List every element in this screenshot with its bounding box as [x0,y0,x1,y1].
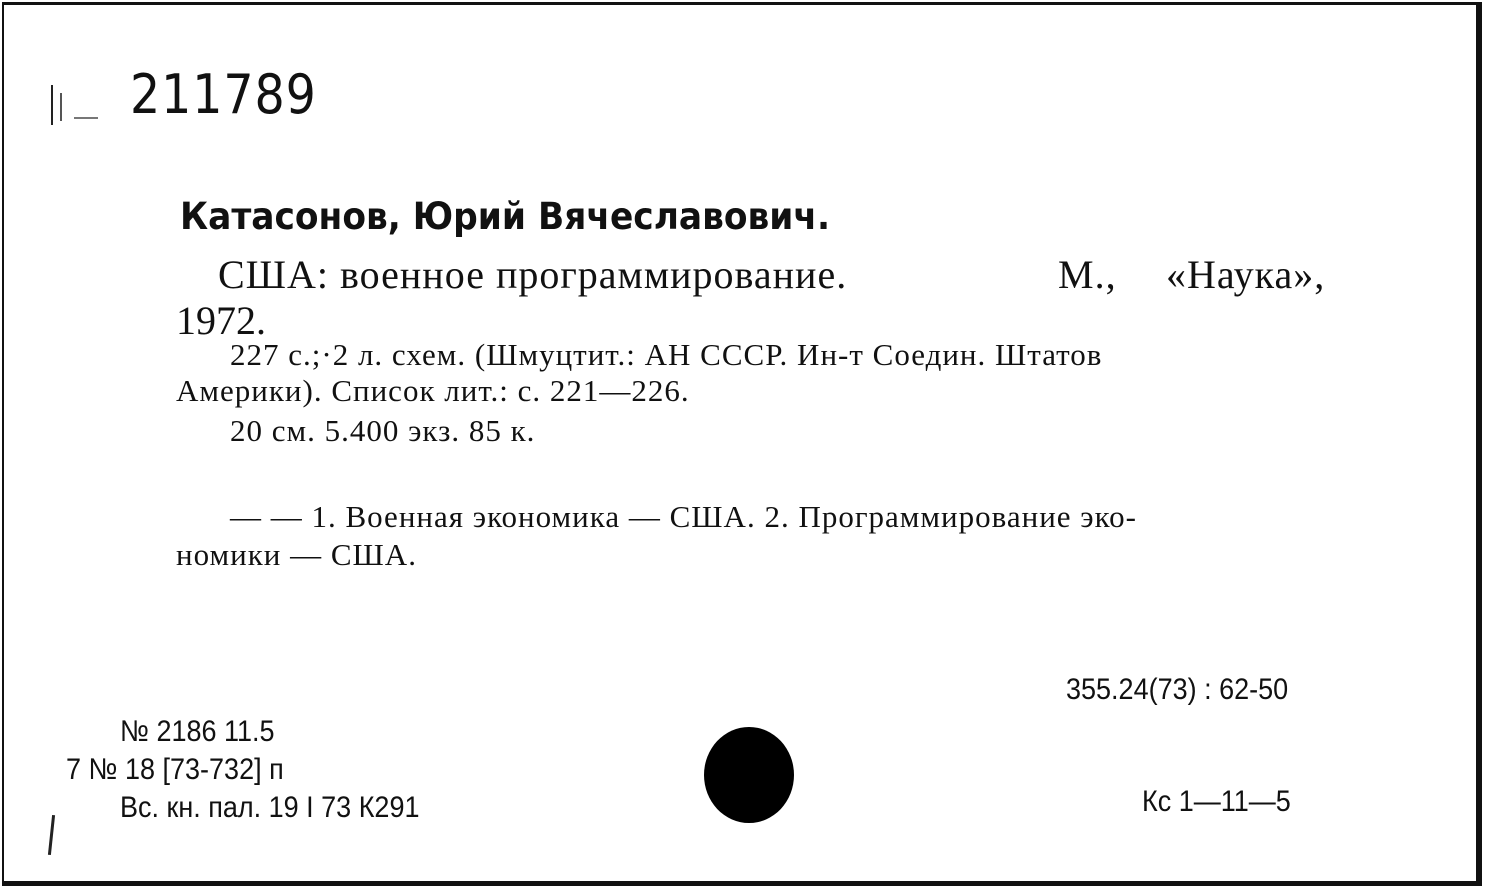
classification-code: 355.24(73) : 62-50 [1066,673,1289,706]
physical-description: 20 см. 5.400 экз. 85 к. [230,413,536,448]
catalog-card [2,2,1482,886]
book-title: США: военное программирование. [218,252,848,297]
author-heading: Катасонов, Юрий Вячеславович. [180,195,831,238]
accession-number: 211789 [130,63,317,126]
shelf-code: Кс 1—11—5 [1142,785,1291,818]
ledger-entry: Вс. кн. пал. 19 I 73 К291 [120,791,420,824]
subject-headings: номики — США. [176,537,417,572]
publication-place: М., [1058,252,1117,297]
stray-mark [48,815,55,855]
physical-description: Америки). Список лит.: с. 221—226. [176,373,690,408]
pencil-mark [74,117,98,119]
physical-description: 227 с.;·2 л. схем. (Шмуцтит.: АН СССР. Ин-т Соедин. Штатов [230,337,1103,372]
pencil-mark [51,85,53,125]
publisher: «Наука», [1166,252,1326,297]
subject-headings: — — 1. Военная экономика — США. 2. Программирование эко- [230,499,1137,534]
publication-year: 1972. [176,298,266,343]
order-number: 7 № 18 [73-732] п [66,753,284,786]
record-number: № 2186 11.5 [120,715,275,748]
pencil-mark [60,93,62,121]
punch-hole [704,727,794,823]
